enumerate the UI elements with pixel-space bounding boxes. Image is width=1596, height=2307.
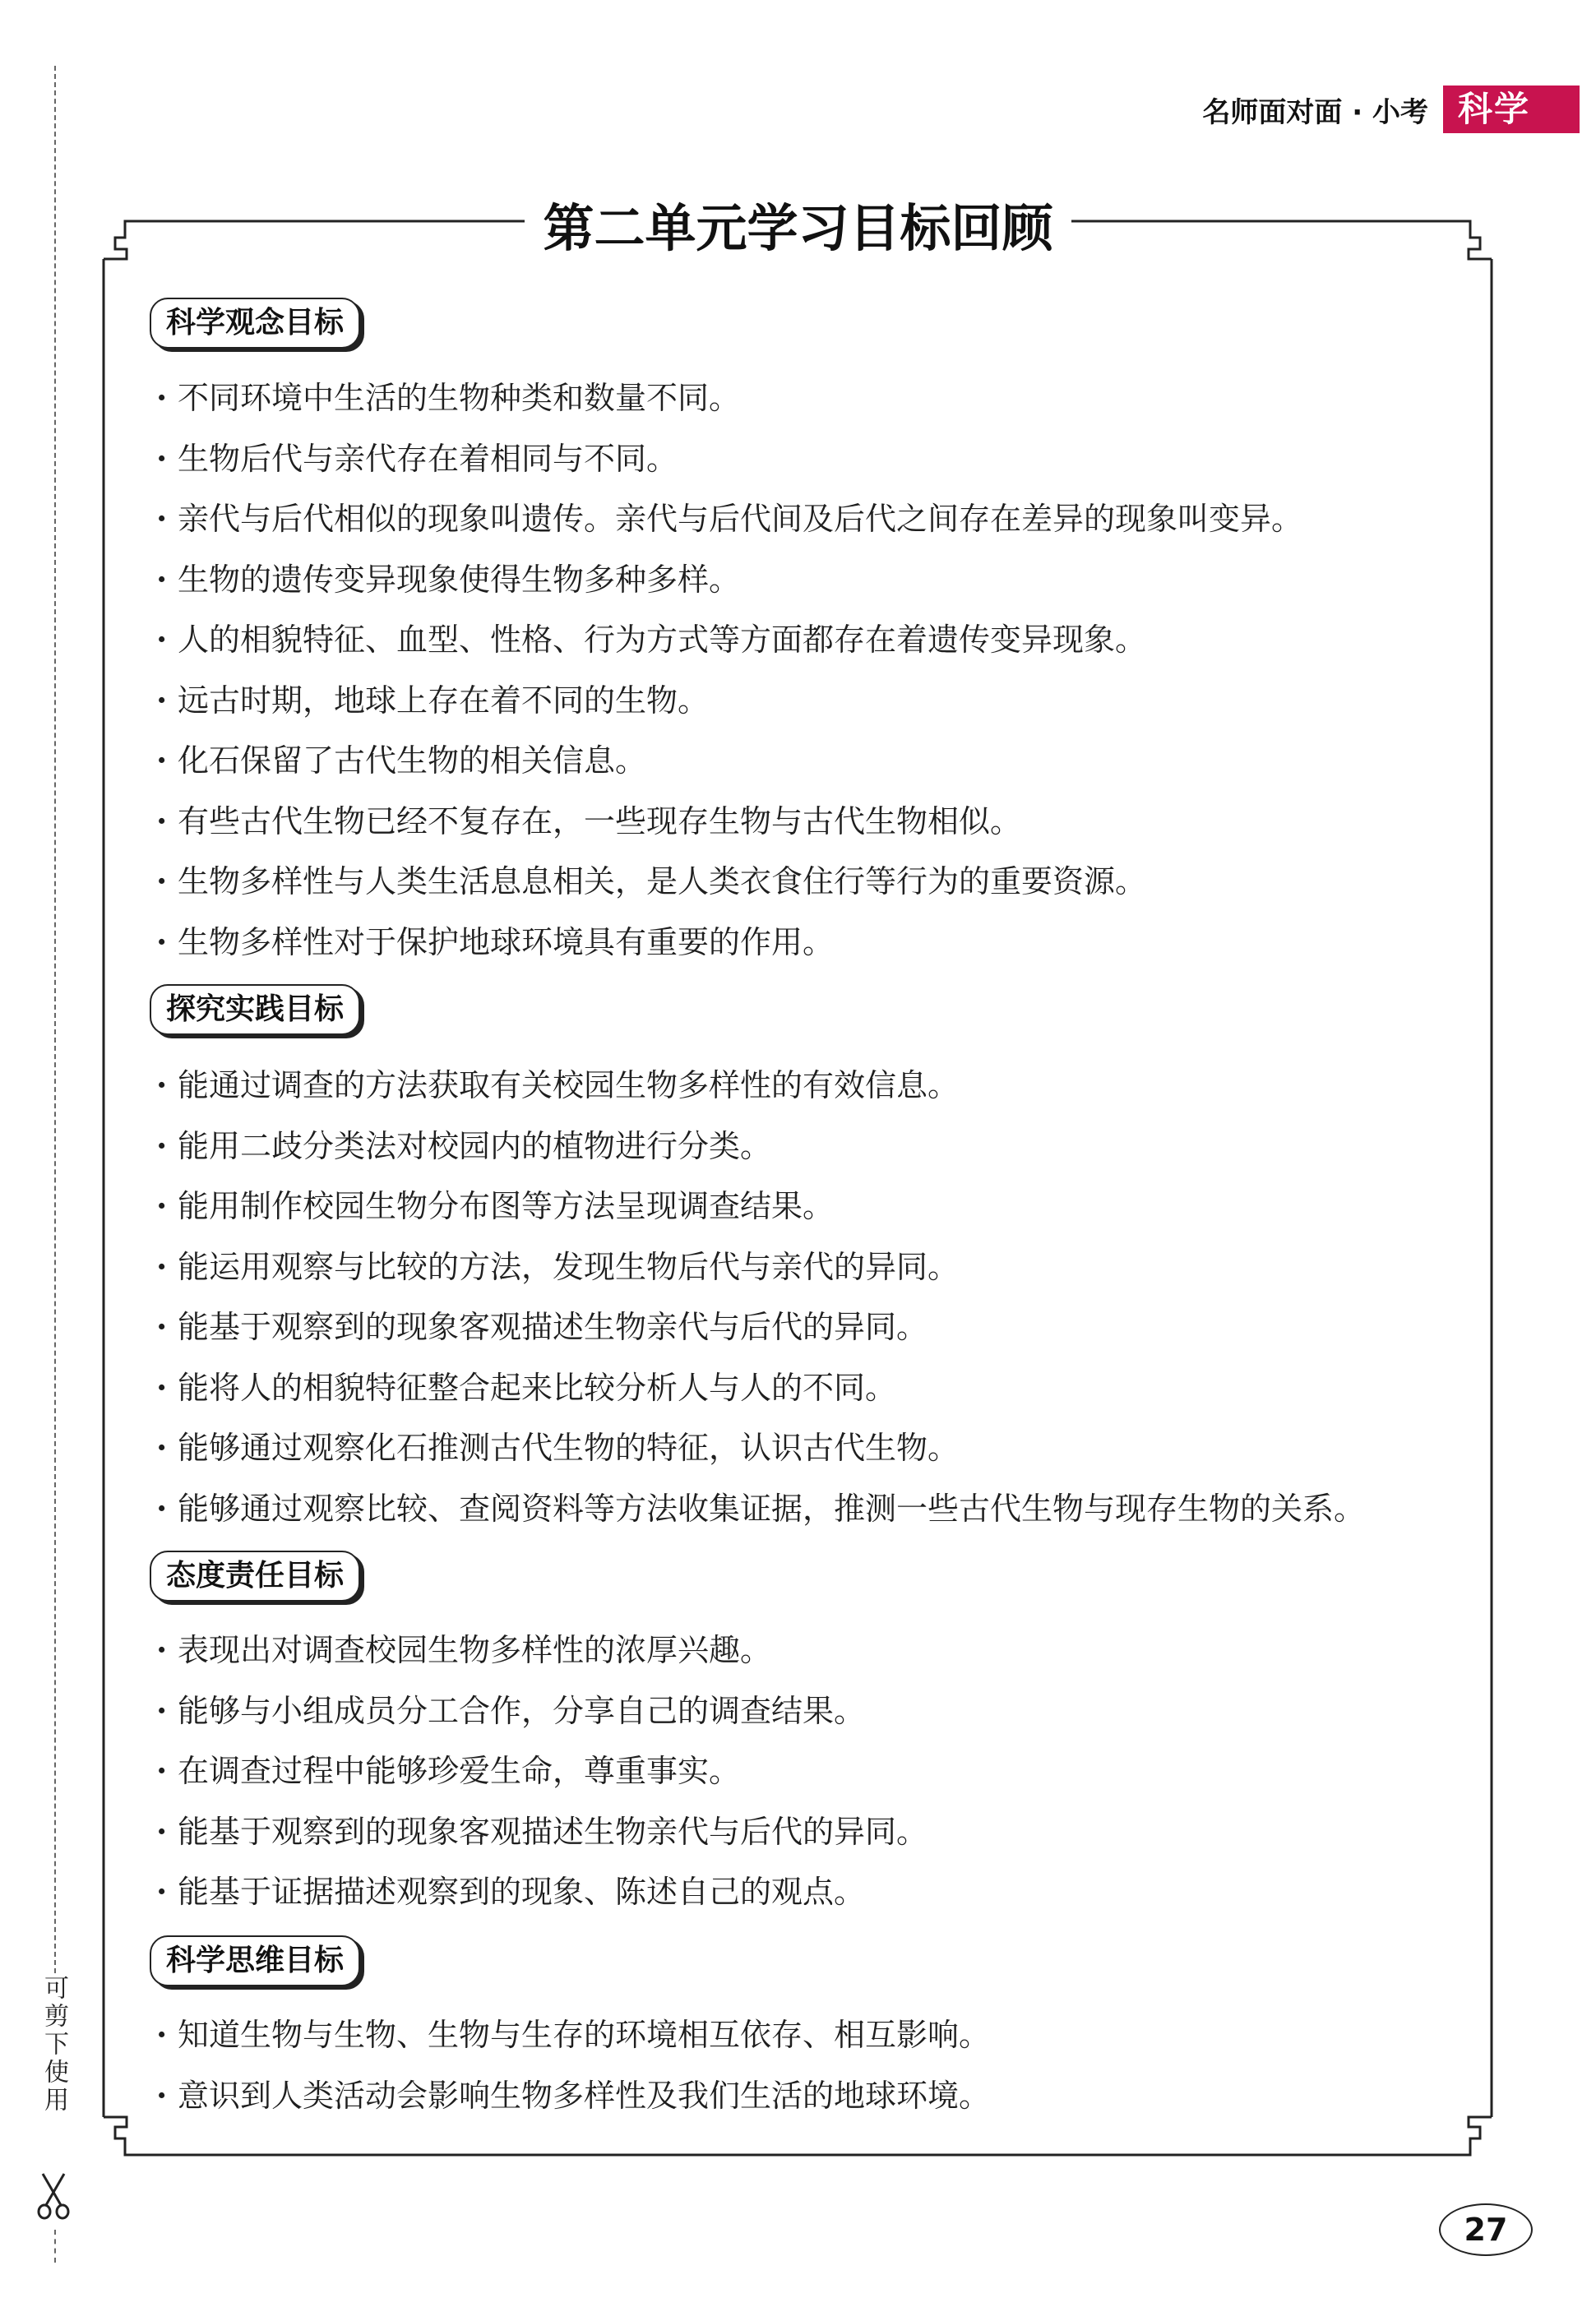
list-item: · 意识到人类活动会影响生物多样性及我们生活的地球环境。 — [156, 2065, 1439, 2126]
list-item: · 能运用观察与比较的方法，发现生物后代与亲代的异同。 — [156, 1237, 1439, 1297]
list-item: · 人的相貌特征、血型、性格、行为方式等方面都存在着遗传变异现象。 — [156, 609, 1439, 670]
section-label-scientific-thinking: 科学思维目标 — [150, 1935, 360, 1986]
page-header — [1202, 86, 1580, 133]
cut-line-bottom — [54, 2230, 56, 2263]
list-item: · 生物后代与亲代存在着相同与不同。 — [156, 428, 1439, 489]
page-title: 第二单元学习目标回顾 — [0, 187, 1596, 261]
section-items-scientific-concepts — [156, 368, 1439, 972]
list-item: · 能用二歧分类法对校园内的植物进行分类。 — [156, 1116, 1439, 1177]
list-item: · 生物多样性与人类生活息息相关，是人类衣食住行等行为的重要资源。 — [156, 851, 1439, 912]
list-item: · 能够通过观察化石推测古代生物的特征，认识古代生物。 — [156, 1417, 1439, 1478]
section-items-inquiry-practice — [156, 1055, 1439, 1538]
cut-instruction: 可剪下使用 — [39, 1975, 68, 2115]
list-item: · 生物的遗传变异现象使得生物多种多样。 — [156, 549, 1439, 610]
section-label-attitude-responsibility: 态度责任目标 — [150, 1551, 360, 1602]
section-label-inquiry-practice: 探究实践目标 — [150, 984, 360, 1035]
section-items-scientific-thinking — [156, 2004, 1439, 2125]
series-name: 名师面对面 · 小考 — [1202, 95, 1428, 129]
section-label-scientific-concepts: 科学观念目标 — [150, 298, 360, 349]
list-item: · 远古时期，地球上存在着不同的生物。 — [156, 670, 1439, 731]
list-item: · 能够与小组成员分工合作，分享自己的调查结果。 — [156, 1681, 1439, 1741]
list-item: · 化石保留了古代生物的相关信息。 — [156, 730, 1439, 791]
page-number: 27 — [1439, 2203, 1533, 2256]
list-item: · 在调查过程中能够珍爱生命，尊重事实。 — [156, 1741, 1439, 1801]
section-items-attitude-responsibility — [156, 1620, 1439, 1922]
scissors-icon — [33, 2171, 74, 2220]
subject-tag: 科学 — [1443, 86, 1580, 133]
list-item: · 亲代与后代相似的现象叫遗传。亲代与后代间及后代之间存在差异的现象叫变异。 — [156, 488, 1439, 549]
list-item: · 能用制作校园生物分布图等方法呈现调查结果。 — [156, 1176, 1439, 1237]
list-item: · 能基于观察到的现象客观描述生物亲代与后代的异同。 — [156, 1801, 1439, 1862]
list-item: · 能通过调查的方法获取有关校园生物多样性的有效信息。 — [156, 1055, 1439, 1116]
list-item: · 表现出对调查校园生物多样性的浓厚兴趣。 — [156, 1620, 1439, 1681]
list-item: · 能基于观察到的现象客观描述生物亲代与后代的异同。 — [156, 1297, 1439, 1357]
cut-line — [54, 66, 56, 1973]
list-item: · 能基于证据描述观察到的现象、陈述自己的观点。 — [156, 1861, 1439, 1922]
list-item: · 有些古代生物已经不复存在，一些现存生物与古代生物相似。 — [156, 791, 1439, 852]
list-item: · 能够通过观察比较、查阅资料等方法收集证据，推测一些古代生物与现存生物的关系。 — [156, 1478, 1439, 1539]
list-item: · 不同环境中生活的生物种类和数量不同。 — [156, 368, 1439, 428]
list-item: · 生物多样性对于保护地球环境具有重要的作用。 — [156, 912, 1439, 973]
list-item: · 能将人的相貌特征整合起来比较分析人与人的不同。 — [156, 1357, 1439, 1418]
list-item: · 知道生物与生物、生物与生存的环境相互依存、相互影响。 — [156, 2004, 1439, 2065]
